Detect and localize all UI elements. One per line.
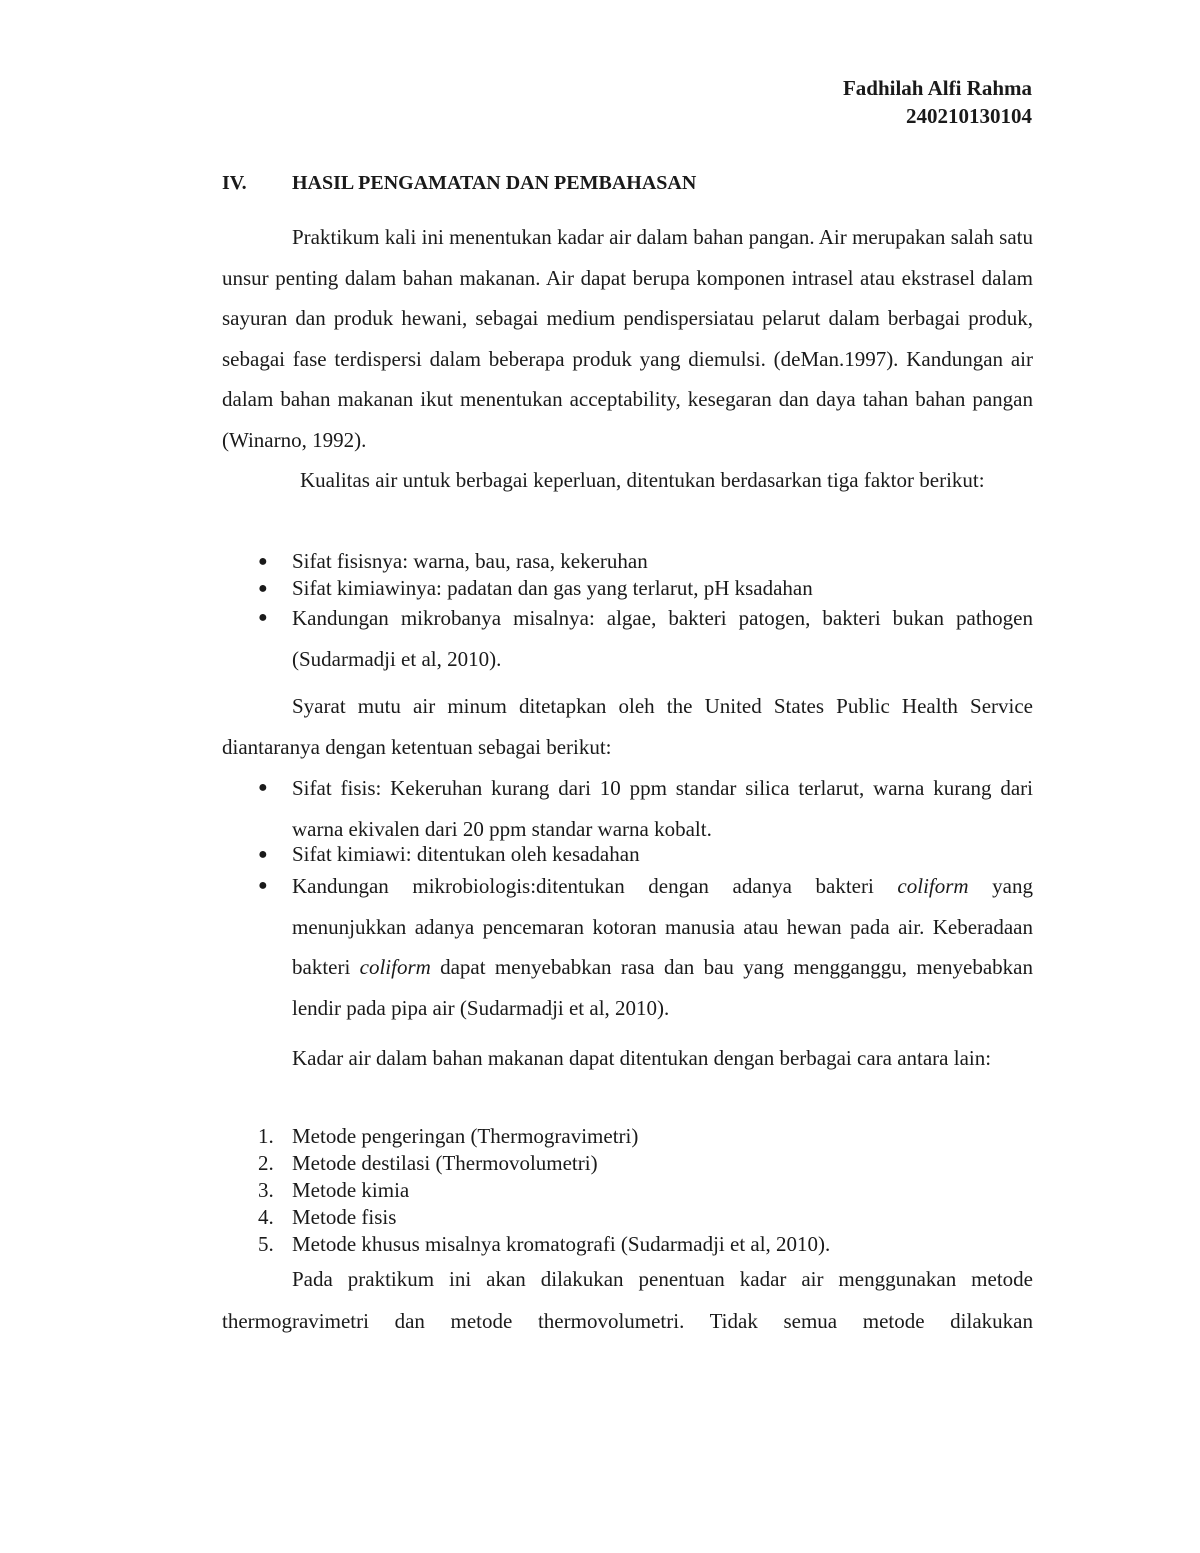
paragraph-intro: Praktikum kali ini menentukan kadar air dalam bahan pangan. Air merupakan salah satu unsur penting dalam bahan makanan. Air dapat berupa komponen intrasel atau ekstrasel dalam sayuran dan produk hewani, sebagai medium pendispersiatau pelarut dalam berbagai produk, sebagai fase terdispersi dalam beberapa produk yang diemulsi. (deMan.1997). Kandungan air dalam bahan makanan ikut menentukan acceptability, kesegaran dan daya tahan bahan pangan (Winarno, 1992). — [222, 225, 1033, 452]
list-item: 3. Metode kimia — [258, 1178, 410, 1202]
author-name: Fadhilah Alfi Rahma — [842, 76, 1032, 100]
list-item: 5. Metode khusus misalnya kromatografi (Sudarmadji et al, 2010). — [258, 1232, 831, 1256]
list-item: 2. Metode destilasi (Thermovolumetri) — [258, 1151, 598, 1175]
section-title: HASIL PENGAMATAN DAN PEMBAHASAN — [292, 172, 697, 194]
list-item: ● Sifat kimiawinya: padatan dan gas yang terlarut, pH ksadahan — [258, 576, 813, 600]
emphasis-term: coliform — [359, 955, 431, 979]
method-list — [222, 1123, 1033, 1258]
standard-list — [222, 768, 1033, 1028]
section-number: IV. — [222, 172, 247, 194]
list-number: 4. — [258, 1205, 274, 1229]
paragraph-methods: Kadar air dalam bahan makanan dapat ditentukan dengan berbagai cara antara lain: — [292, 1046, 992, 1070]
list-number: 5. — [258, 1232, 274, 1256]
list-item: ● Sifat fisis: Kekeruhan kurang dari 10 ppm standar silica terlarut, warna kurang dari warna ekivalen dari 20 ppm standar warna kobalt. — [222, 768, 1033, 849]
paragraph-quality: Kualitas air untuk berbagai keperluan, ditentukan berdasarkan tiga faktor berikut: — [300, 468, 985, 492]
paragraph-practicum: Pada praktikum ini akan dilakukan penentuan kadar air menggunakan metode thermogravimetri dan metode thermovolumetri. Tidak semua metode dilakukan — [222, 1267, 1033, 1333]
list-number: 2. — [258, 1151, 274, 1175]
emphasis-term: coliform — [897, 874, 969, 898]
section-heading — [222, 170, 696, 196]
author-header — [843, 74, 1032, 130]
list-number: 3. — [258, 1178, 274, 1202]
list-item: ● Sifat fisisnya: warna, bau, rasa, kekeruhan — [258, 549, 648, 573]
list-item: ● Sifat kimiawi: ditentukan oleh kesadahan — [258, 842, 640, 866]
list-item: ● Kandungan mikrobanya misalnya: algae, bakteri patogen, bakteri bukan pathogen (Sudarmadji et al, 2010). — [222, 598, 1033, 679]
student-id: 240210130104 — [906, 104, 1032, 128]
bullet-icon: ● — [258, 609, 268, 626]
bullet-icon: ● — [258, 877, 268, 894]
bullet-icon: ● — [258, 846, 268, 863]
list-item: 1. Metode pengeringan (Thermogravimetri) — [258, 1124, 639, 1148]
list-item: ● Kandungan mikrobiologis:ditentukan dengan adanya bakteri coliform yang menunjukkan adanya pencemaran kotoran manusia atau hewan pada air. Keberadaan bakteri coliform dapat menyebabkan rasa dan bau yang mengganggu, menyebabkan lendir pada pipa air (Sudarmadji et al, 2010). — [222, 866, 1033, 1028]
bullet-icon: ● — [258, 580, 268, 597]
bullet-icon: ● — [258, 779, 268, 796]
paragraph-standard: Syarat mutu air minum ditetapkan oleh the United States Public Health Service diantaranya dengan ketentuan sebagai berikut: — [222, 694, 1033, 759]
bullet-icon: ● — [258, 553, 268, 570]
list-number: 1. — [258, 1124, 274, 1148]
quality-factor-list — [222, 548, 1033, 679]
list-item: 4. Metode fisis — [258, 1205, 397, 1229]
